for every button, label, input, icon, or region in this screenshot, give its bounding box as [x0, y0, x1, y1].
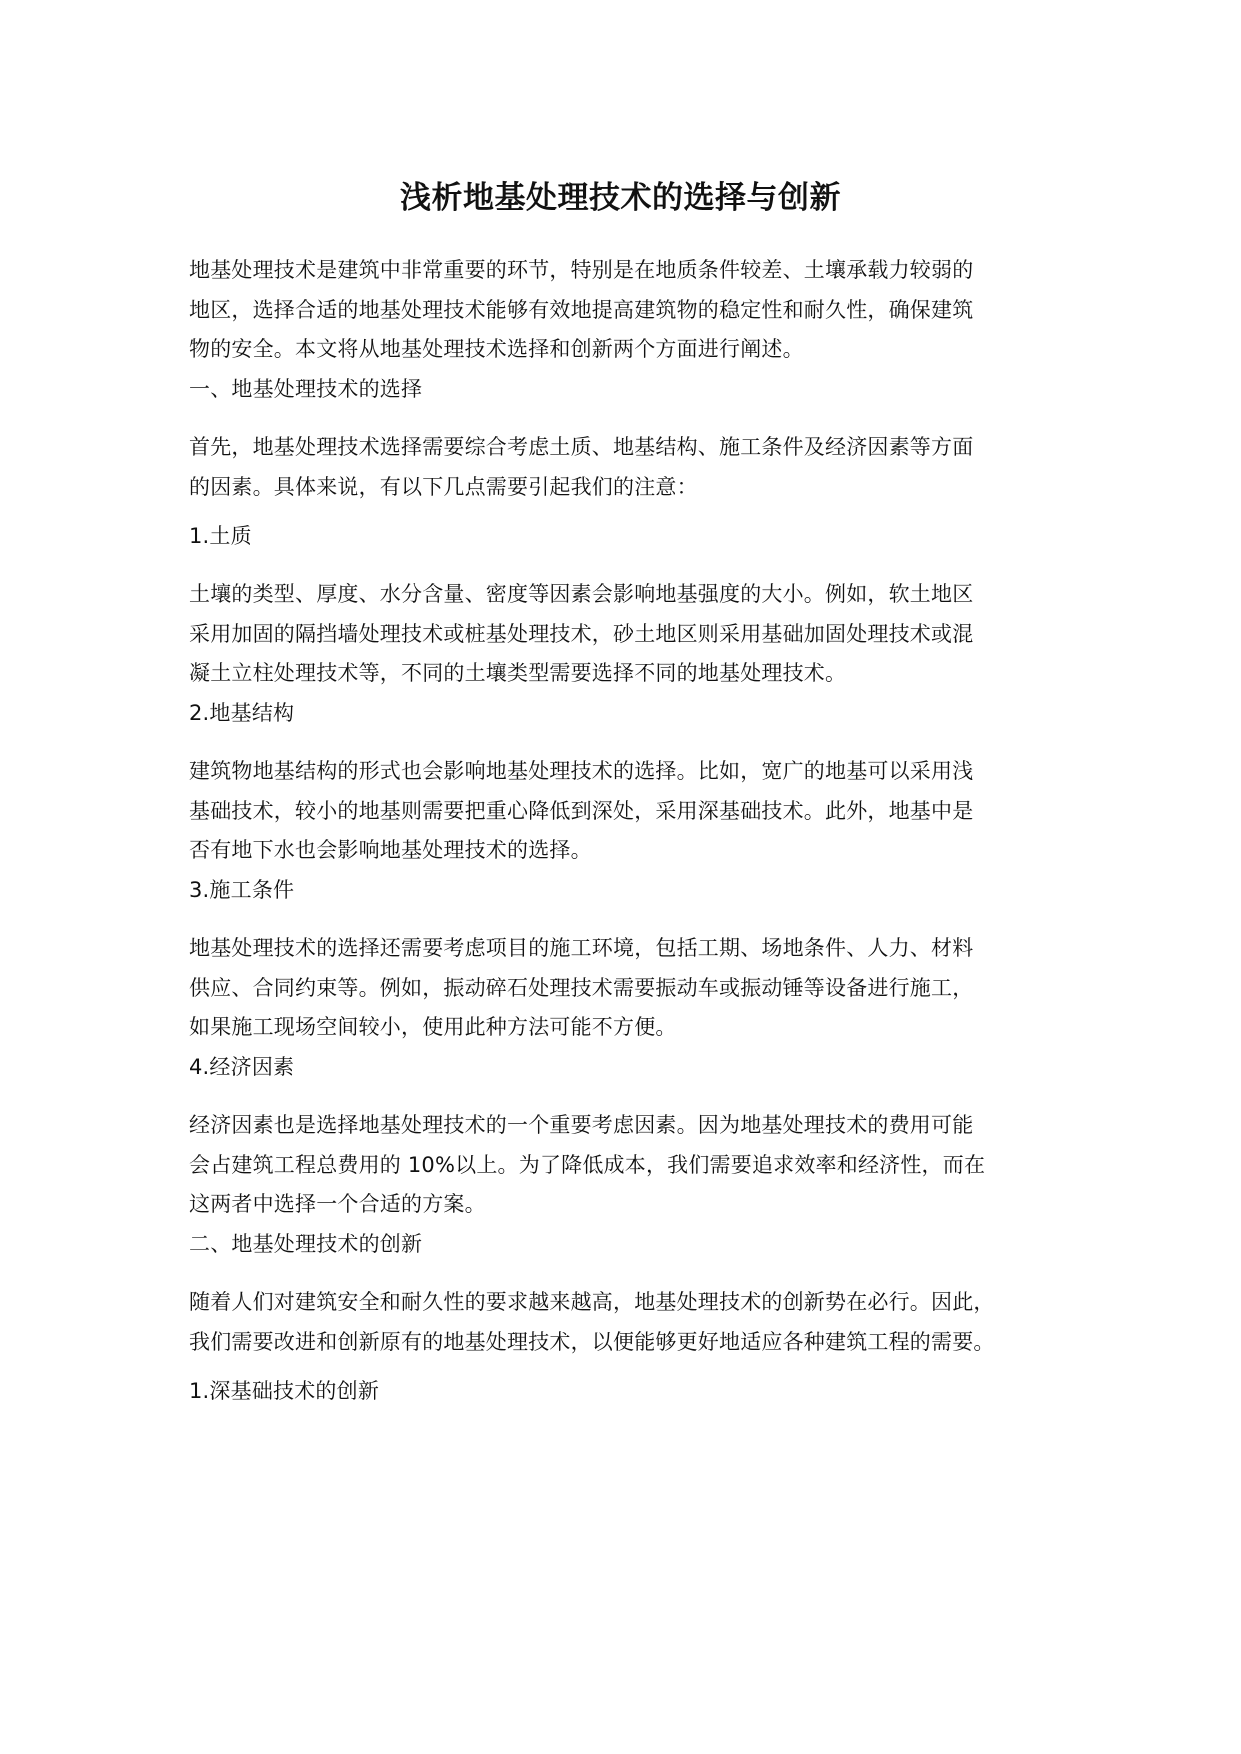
- subheading-deep-foundation-innovation: 1.深基础技术的创新: [189, 1379, 380, 1403]
- paragraph-line: 我们需要改进和创新原有的地基处理技术，以便能够更好地适应各种建筑工程的需要。: [189, 1329, 995, 1354]
- paragraph-line: 这两者中选择一个合适的方案。: [189, 1192, 486, 1216]
- paragraph-line: 土壤的类型、厚度、水分含量、密度等因素会影响地基强度的大小。例如，软土地区: [189, 582, 974, 606]
- paragraph-line: 基础技术，较小的地基则需要把重心降低到深处，采用深基础技术。此外，地基中是: [189, 798, 974, 823]
- paragraph-line: 首先，地基处理技术选择需要综合考虑土质、地基结构、施工条件及经济因素等方面: [189, 435, 974, 459]
- section-heading-selection: 一、地基处理技术的选择: [189, 377, 423, 401]
- paragraph-line: 的因素。具体来说，有以下几点需要引起我们的注意：: [189, 474, 698, 499]
- paragraph-line: 经济因素也是选择地基处理技术的一个重要考虑因素。因为地基处理技术的费用可能: [189, 1113, 974, 1137]
- soil-paragraph: [189, 575, 1084, 694]
- intro-line: 地区，选择合适的地基处理技术能够有效地提高建筑物的稳定性和耐久性，确保建筑: [189, 297, 974, 322]
- subheading-construction-conditions: 3.施工条件: [189, 878, 295, 902]
- paragraph-line: 如果施工现场空间较小，使用此种方法可能不方便。: [189, 1015, 677, 1039]
- economic-factors-paragraph: [189, 1106, 1084, 1225]
- paragraph-line: 采用加固的隔挡墙处理技术或桩基处理技术，砂土地区则采用基础加固处理技术或混: [189, 621, 974, 646]
- section-heading-innovation: 二、地基处理技术的创新: [189, 1232, 423, 1256]
- document-title: 浅析地基处理技术的选择与创新: [400, 180, 841, 216]
- foundation-structure-paragraph: [189, 752, 1084, 871]
- section-selection-paragraph: [189, 428, 1084, 507]
- subheading-foundation-structure: 2.地基结构: [189, 701, 295, 725]
- subheading-soil: 1.土质: [189, 524, 252, 548]
- section-innovation-paragraph: [189, 1283, 1084, 1362]
- paragraph-line: 建筑物地基结构的形式也会影响地基处理技术的选择。比如，宽广的地基可以采用浅: [189, 759, 974, 783]
- paragraph-line: 随着人们对建筑安全和耐久性的要求越来越高，地基处理技术的创新势在必行。因此，: [189, 1290, 995, 1314]
- paragraph-line: 否有地下水也会影响地基处理技术的选择。: [189, 838, 592, 862]
- intro-paragraph: [189, 251, 1084, 370]
- paragraph-line: 地基处理技术的选择还需要考虑项目的施工环境，包括工期、场地条件、人力、材料: [189, 936, 974, 960]
- subheading-economic-factors: 4.经济因素: [189, 1055, 295, 1079]
- intro-line: 地基处理技术是建筑中非常重要的环节，特别是在地质条件较差、土壤承载力较弱的: [189, 258, 974, 282]
- intro-line: 物的安全。本文将从地基处理技术选择和创新两个方面进行阐述。: [189, 337, 804, 361]
- construction-conditions-paragraph: [189, 929, 1084, 1048]
- paragraph-line: 凝土立柱处理技术等，不同的土壤类型需要选择不同的地基处理技术。: [189, 661, 847, 685]
- paragraph-line: 供应、合同约束等。例如，振动碎石处理技术需要振动车或振动锤等设备进行施工，: [189, 975, 974, 1000]
- paragraph-line: 会占建筑工程总费用的 10%以上。为了降低成本，我们需要追求效率和经济性，而在: [189, 1152, 986, 1177]
